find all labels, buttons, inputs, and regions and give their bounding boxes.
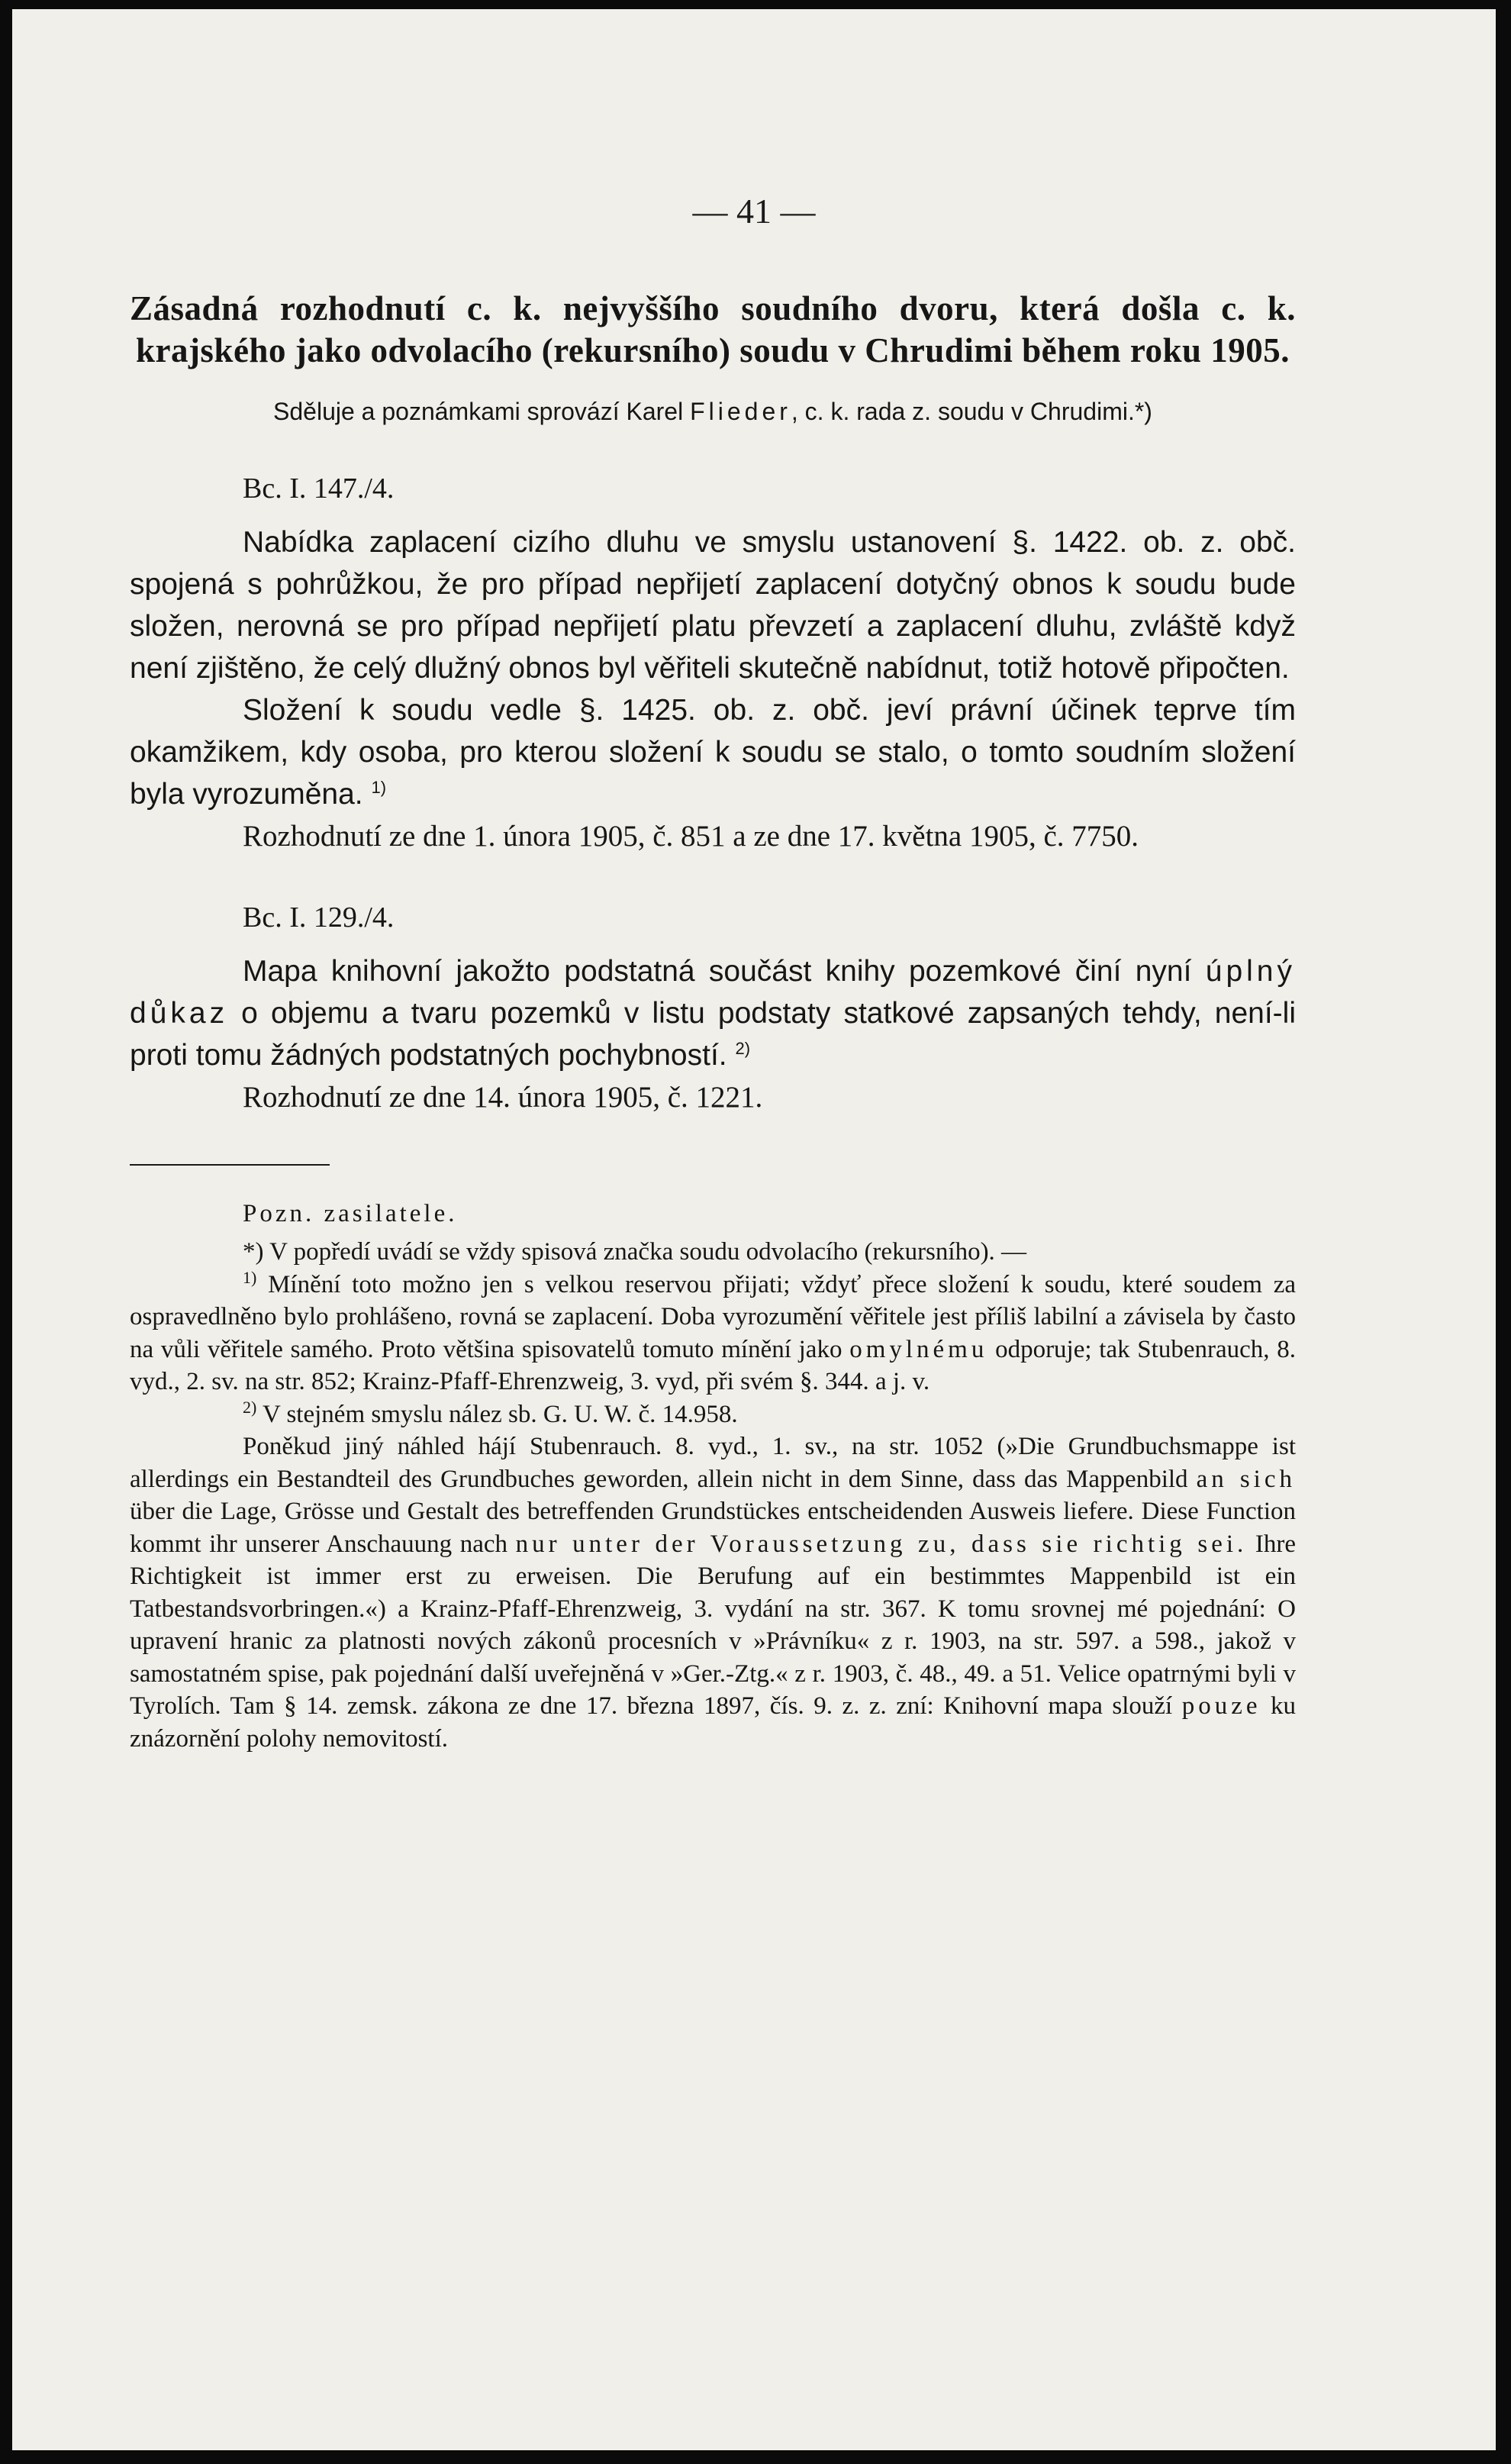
footnote-ref-1-mark: ) (380, 778, 387, 797)
footnote-1-emphasis: omylnému (849, 1335, 988, 1363)
byline-after: , c. k. rada z. soudu v Chrudimi.*) (791, 398, 1152, 425)
chapter-title: Zásadná rozhodnutí c. k. nejvyššího soudního dvoru, která došla c. k. krajského jako odvolacího (rekursního) soudu v Chrudimi během roku 1905. (130, 289, 1296, 369)
footnote-2-b2: über die Lage, Grösse und Gestalt des betreffenden Grundstückes entscheidenden Ausweis liefere. Diese Function kommt ihr unserer Anschauung nach (130, 1498, 1296, 1558)
case1-decision: Rozhodnutí ze dne 1. února 1905, č. 851 a ze dne 17. května 1905, č. 7750. (243, 820, 1139, 853)
footnote-1-a: Mínění toto možno jen s velkou reservou přijati; vždyť přece složení k soudu, které soudem za ospravedlněno bylo prohlášeno, rovná se zaplacení. Doba vyrozumění věřitele jest příliš labilní a závisela by často na vůli věřitele samého. Proto většina spisovatelů tomuto mínění jako (130, 1270, 1296, 1363)
footnote-ref-2 (735, 1039, 750, 1058)
footnote-1-b: odporuje; tak Stubenrauch, 8. vyd., 2. sv. na str. 852; Krainz-Pfaff-Ehrenzweig, 3. vyd, při svém §. 344. a j. v. (130, 1335, 1296, 1395)
byline (130, 395, 1296, 428)
footnote-ref-2-num: 2 (735, 1039, 745, 1058)
footnote-2 (130, 1398, 1296, 1431)
case2-p1-emphasis: úplný důkaz (130, 955, 1296, 1030)
case2-paragraph-1 (130, 950, 1296, 1076)
footnote-2-b3: Ihre Richtigkeit ist immer erst zu erweisen. Die Berufung auf ein bestimmtes Mappenbild ist ein Tatbestandsvorbringen.«) a Krainz-Pfaff-Ehrenzweig, 3. vydání na str. 367. K tomu srovnej mé pojednání: O upravení hranic za platnosti nových zákonů procesních v »Právníku« z r. 1903, na str. 597. a 598., jakož v samostatném spise, pak pojednání další uveřejněná v »Ger.-Ztg.« z r. 1903, č. 48., 49. a 51. Velice opatrnými byli v Tyrolích. Tam § 14. zemsk. zákona ze dne 17. března 1897, čís. 9. z. z. zní: Knihovní mapa slouží (130, 1530, 1296, 1720)
footnote-star: *) V popředí uvádí se vždy spisová značka soudu odvolacího (rekursního). — (243, 1238, 1027, 1266)
case1-paragraph-1: Nabídka zaplacení cizího dluhu ve smyslu ustanovení §. 1422. ob. z. obč. spojená s pohrůžkou, že pro případ nepřijetí zaplacení dotyčný obnos k soudu bude složen, nerovná se pro případ nepřijetí platu převzetí a zaplacení dluhu, zvláště když není zjištěno, že celý dlužný obnos byl věřiteli skutečně nabídnut, totiž hotově připočten. (130, 526, 1296, 685)
footnote-2-num: 2 (243, 1397, 251, 1417)
footnote-2-emphasis-2: nur unter der Voraussetzung zu, dass sie richtig sei. (515, 1530, 1248, 1558)
page-number: — 41 — (692, 192, 816, 231)
footnote-1-marker (243, 1268, 256, 1287)
footnote-ref-1 (371, 778, 386, 797)
footnote-1-paren: ) (251, 1267, 257, 1287)
footnote-2-paren: ) (251, 1397, 257, 1417)
byline-before: Sděluje a poznámkami sprovází Karel (273, 398, 691, 425)
book-page (12, 9, 1496, 2450)
notes-heading: Pozn. zasilatele. (243, 1200, 458, 1227)
footnote-2-emphasis-1: an sich (1196, 1465, 1296, 1493)
footnote-2-marker (243, 1398, 256, 1417)
footnote-2-b1: Poněkud jiný náhled hájí Stubenrauch. 8. vyd., 1. sv., na str. 1052 (»Die Grundbuchsmappe ist allerdings ein Bestandteil des Grundbuches geworden, allein nicht in dem Sinne, dass das Mappenbild (130, 1433, 1296, 1493)
case1-paragraph-2-text: Složení k soudu vedle §. 1425. ob. z. obč. jeví právní účinek teprve tím okamžikem, kdy osoba, pro kterou složení k soudu se stalo, o tomto soudním složení byla vyrozuměna. (130, 694, 1296, 811)
case-reference-1: Bc. I. 147./4. (243, 472, 395, 505)
footnote-2-emphasis-3: pouze (1181, 1692, 1261, 1720)
case2-decision: Rozhodnutí ze dne 14. února 1905, č. 1221. (243, 1081, 763, 1114)
case2-p1-b: o objemu a tvaru pozemků v listu podstaty statkové zapsaných tehdy, není-li proti tomu žádných podstatných pochybností. (130, 997, 1296, 1072)
footnote-2-b4: ku znázornění polohy nemovitostí. (130, 1692, 1297, 1753)
footnote-divider (130, 1164, 330, 1166)
footnote-ref-1-num: 1 (371, 778, 381, 797)
footnote-2-continued (130, 1430, 1296, 1755)
page-content (130, 288, 1296, 1755)
case2-p1-a: Mapa knihovní jakožto podstatná součást knihy pozemkové činí nyní (243, 955, 1206, 988)
footnote-ref-2-mark: ) (744, 1039, 751, 1058)
case1-paragraph-2 (130, 689, 1296, 815)
footnote-1 (130, 1269, 1296, 1398)
footnote-2-a: V stejném smyslu nález sb. G. U. W. č. 14.958. (262, 1400, 738, 1428)
author-name: Flieder (690, 398, 791, 425)
footnote-1-num: 1 (243, 1267, 251, 1287)
case-reference-2: Bc. I. 129./4. (243, 901, 395, 934)
